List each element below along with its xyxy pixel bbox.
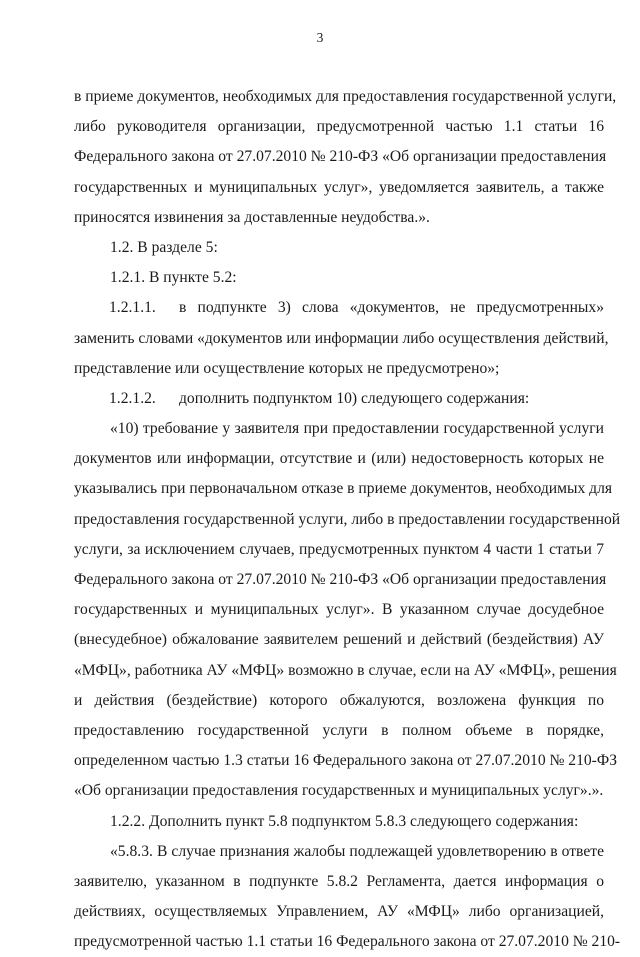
text-line: (внесудебное) обжалование заявителем решений и действий (бездействия) АУ (74, 631, 604, 649)
text-line: и действия (бездействие) которого обжалуются, возложена функция по (74, 691, 604, 709)
text-line: предусмотренной частью 1.1 статьи 16 Федерального закона от 27.07.2010 № 210- (74, 933, 621, 951)
document-body (74, 82, 621, 957)
text-line: предоставлению государственной услуги в полном объеме в порядке, (74, 721, 604, 739)
section-heading: 1.2. В разделе 5: (110, 238, 218, 256)
text-line: представление или осуществление которых не предусмотрено»; (74, 359, 500, 377)
text-line: «10) требование у заявителя при предоставлении государственной услуги (110, 420, 604, 438)
item-number: 1.2.1.1. (109, 299, 156, 317)
text-line: Федерального закона от 27.07.2010 № 210-ФЗ «Об организации предоставления (74, 571, 607, 588)
text-line: заменить словами «документов или информации либо осуществления действий, (74, 329, 609, 347)
text-line: «МФЦ», работника АУ «МФЦ» возможно в случае, если на АУ «МФЦ», решения (74, 661, 617, 679)
item-line (74, 384, 604, 414)
item-number: 1.2.1.2. (109, 389, 156, 407)
text-line: заявителю, указанном в подпункте 5.8.2 Регламента, дается информация о (74, 872, 604, 890)
text-line: указывались при первоначальном отказе в приеме документов, необходимых для (74, 480, 613, 498)
subsection-heading: 1.2.1. В пункте 5.2: (110, 269, 237, 287)
text-line: государственных и муниципальных услуг». В указанном случае досудебное (74, 601, 604, 619)
text-line: «5.8.3. В случае признания жалобы подлежащей удовлетворению в ответе (110, 842, 604, 860)
text-line: определенном частью 1.3 статьи 16 Федерального закона от 27.07.2010 № 210-ФЗ (74, 752, 618, 770)
item-text: дополнить подпунктом 10) следующего содержания: (179, 389, 530, 407)
text-line: действиях, осуществляемых Управлением, АУ «МФЦ» либо организацией, (74, 903, 604, 921)
text-line: услуги, за исключением случаев, предусмотренных пунктом 4 части 1 статьи 7 (74, 540, 604, 558)
text-line: государственных и муниципальных услуг», уведомляется заявитель, а также (74, 178, 604, 196)
text-line: «Об организации предоставления государственных и муниципальных услуг».». (74, 782, 604, 800)
text-line: в приеме документов, необходимых для предоставления государственной услуги, (74, 88, 617, 105)
item-line (74, 293, 604, 323)
text-line: приносятся извинения за доставленные неудобства.». (74, 208, 430, 226)
text-line: Федерального закона от 27.07.2010 № 210-ФЗ «Об организации предоставления (74, 148, 607, 166)
item-text: в подпункте 3) слова «документов, не предусмотренных» (179, 299, 604, 317)
page-number: 3 (316, 30, 324, 45)
text-line: либо руководителя организации, предусмотренной частью 1.1 статьи 16 (74, 118, 604, 136)
subsection-heading: 1.2.2. Дополнить пункт 5.8 подпунктом 5.8.3 следующего содержания: (110, 812, 579, 830)
text-line: документов или информации, отсутствие и (или) недостоверность которых не (74, 450, 604, 468)
text-line: предоставления государственной услуги, либо в предоставлении государственной (74, 510, 621, 528)
